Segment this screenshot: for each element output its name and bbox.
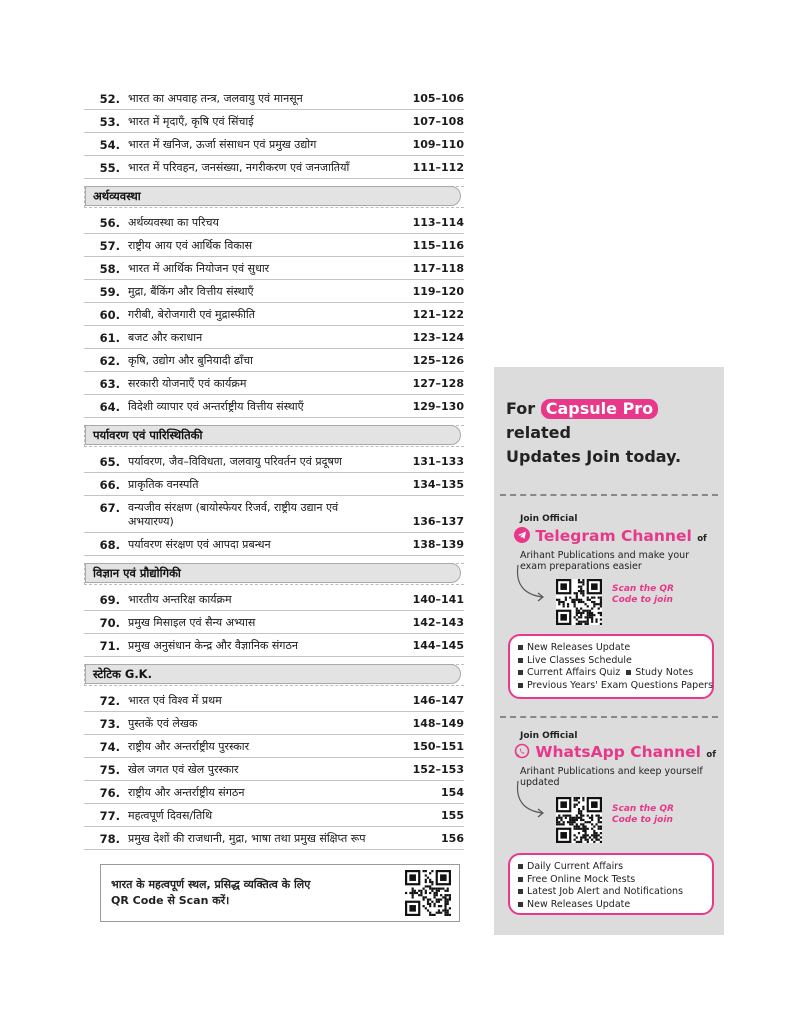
table-of-contents (84, 92, 464, 855)
toc-num: 60. (99, 308, 120, 322)
toc-title: प्रमुख मिसाइल एवं सैन्य अभ्यास (128, 616, 256, 629)
section-header (84, 563, 464, 585)
toc-title: महत्वपूर्ण दिवस/तिथि (128, 809, 213, 822)
telegram-subtext: Arihant Publications and make your exam preparations easier (520, 550, 690, 572)
toc-pages: 123–124 (412, 331, 464, 344)
toc-row (84, 216, 464, 234)
toc-pages: 121–122 (412, 308, 464, 321)
toc-num: 61. (99, 331, 120, 345)
toc-title: प्राकृतिक वनस्पति (128, 478, 199, 491)
toc-num: 53. (99, 115, 120, 129)
divider (500, 716, 718, 718)
telegram-scan-text: Scan the QR Code to join (612, 584, 674, 605)
toc-num: 72. (99, 694, 120, 708)
toc-row (84, 616, 464, 634)
toc-pages: 129–130 (412, 400, 464, 413)
toc-pages: 148–149 (412, 717, 464, 730)
toc-title: कृषि, उद्योग और बुनियादी ढाँचा (128, 354, 253, 367)
whatsapp-subtext: Arihant Publications and keep yourself updated (520, 766, 703, 788)
toc-pages: 134–135 (412, 478, 464, 491)
toc-num: 67. (99, 501, 120, 515)
qr-info-line2: QR Code से Scan करें। (111, 894, 230, 907)
toc-title: पर्यावरण संरक्षण एवं आपदा प्रबन्धन (128, 538, 271, 551)
toc-row (84, 538, 464, 556)
toc-num: 71. (99, 639, 120, 653)
whatsapp-scan-text: Scan the QR Code to join (612, 804, 674, 825)
whatsapp-channel-title[interactable] (514, 743, 716, 761)
toc-num: 68. (99, 538, 120, 552)
section-header (84, 664, 464, 686)
list-item: Current Affairs Quiz Study Notes (518, 667, 704, 680)
toc-num: 54. (99, 138, 120, 152)
toc-num: 74. (99, 740, 120, 754)
curved-arrow-icon (512, 779, 556, 823)
toc-row (84, 138, 464, 156)
qr-info-line1: भारत के महत्वपूर्ण स्थल, प्रसिद्ध व्यक्तित्व के लिए (111, 878, 311, 891)
promo-heading-line2: Updates Join today. (506, 447, 682, 466)
whatsapp-features-list (508, 853, 714, 915)
section-pill (85, 186, 461, 206)
qr-info-box (100, 864, 460, 922)
capsule-pro-badge: Capsule Pro (541, 399, 658, 419)
section-label: पर्यावरण एवं पारिस्थितिकी (93, 428, 203, 442)
toc-pages: 136–137 (412, 515, 464, 528)
toc-title: भारतीय अन्तरिक्ष कार्यक्रम (128, 593, 232, 606)
whatsapp-channel-label: WhatsApp Channel (535, 743, 701, 761)
toc-title: भारत में आर्थिक नियोजन एवं सुधार (128, 262, 270, 275)
toc-title: विदेशी व्यापार एवं अन्तर्राष्ट्रीय वित्तीय संस्थाएँ (128, 400, 304, 413)
toc-num: 69. (99, 593, 120, 607)
toc-num: 55. (99, 161, 120, 175)
toc-pages: 138–139 (412, 538, 464, 551)
toc-pages: 117–118 (412, 262, 464, 275)
toc-title: सरकारी योजनाएँ एवं कार्यक्रम (128, 377, 247, 390)
toc-row (84, 455, 464, 473)
toc-row (84, 377, 464, 395)
toc-pages: 144–145 (412, 639, 464, 652)
toc-num: 59. (99, 285, 120, 299)
telegram-of: of (697, 534, 707, 544)
qr-info-text (111, 877, 391, 909)
toc-num: 57. (99, 239, 120, 253)
list-item: Daily Current Affairs (518, 861, 704, 874)
toc-row (84, 262, 464, 280)
list-item: New Releases Update (518, 642, 704, 655)
toc-row (84, 694, 464, 712)
whatsapp-join-label: Join Official (520, 731, 578, 741)
telegram-qr-icon[interactable] (556, 579, 602, 625)
promo-heading-pre: For (506, 399, 536, 418)
promo-heading (506, 397, 721, 469)
list-item: New Releases Update (518, 899, 704, 912)
qr-code-icon[interactable] (405, 870, 451, 916)
telegram-features-list (508, 634, 714, 699)
toc-title: अर्थव्यवस्था का परिचय (128, 216, 219, 229)
toc-title: गरीबी, बेरोजगारी एवं मुद्रास्फीति (128, 308, 256, 321)
toc-pages: 146–147 (412, 694, 464, 707)
section-label: विज्ञान एवं प्रौद्योगिकी (93, 566, 181, 580)
toc-row (84, 478, 464, 496)
toc-title: भारत का अपवाह तन्त्र, जलवायु एवं मानसून (128, 92, 303, 105)
toc-num: 62. (99, 354, 120, 368)
toc-row (84, 501, 464, 533)
toc-title: पर्यावरण, जैव–विविधता, जलवायु परिवर्तन एवं प्रदूषण (128, 455, 342, 468)
toc-pages: 142–143 (412, 616, 464, 629)
whatsapp-of: of (706, 750, 716, 760)
toc-num: 66. (99, 478, 120, 492)
toc-pages: 127–128 (412, 377, 464, 390)
toc-row (84, 740, 464, 758)
toc-num: 65. (99, 455, 120, 469)
toc-num: 77. (99, 809, 120, 823)
toc-pages: 155 (441, 809, 464, 822)
divider (500, 494, 718, 496)
toc-row (84, 400, 464, 418)
toc-num: 78. (99, 832, 120, 846)
toc-row (84, 161, 464, 179)
section-label: अर्थव्यवस्था (93, 189, 141, 203)
toc-row (84, 354, 464, 372)
toc-num: 58. (99, 262, 120, 276)
telegram-icon (514, 527, 530, 543)
telegram-channel-title[interactable] (514, 527, 707, 545)
list-item: Latest Job Alert and Notifications (518, 886, 704, 899)
toc-pages: 152–153 (412, 763, 464, 776)
toc-pages: 115–116 (412, 239, 464, 252)
toc-num: 64. (99, 400, 120, 414)
toc-row (84, 717, 464, 735)
toc-title: राष्ट्रीय और अन्तर्राष्ट्रीय संगठन (128, 786, 245, 799)
toc-num: 76. (99, 786, 120, 800)
toc-row (84, 92, 464, 110)
list-item: Previous Years' Exam Questions Papers (518, 680, 704, 693)
toc-pages: 111–112 (412, 161, 464, 174)
toc-pages: 109–110 (412, 138, 464, 151)
toc-num: 70. (99, 616, 120, 630)
toc-title: प्रमुख देशों की राजधानी, मुद्रा, भाषा तथा प्रमुख संक्षिप्त रूप (128, 832, 366, 845)
toc-num: 52. (99, 92, 120, 106)
toc-title: भारत में मृदाएँ, कृषि एवं सिंचाई (128, 115, 254, 128)
toc-pages: 125–126 (412, 354, 464, 367)
list-item: Free Online Mock Tests (518, 874, 704, 887)
toc-pages: 156 (441, 832, 464, 845)
toc-pages: 150–151 (412, 740, 464, 753)
toc-num: 75. (99, 763, 120, 777)
toc-row (84, 285, 464, 303)
toc-pages: 154 (441, 786, 464, 799)
toc-title: बजट और कराधान (128, 331, 203, 344)
promo-panel (494, 367, 724, 935)
toc-title: भारत एवं विश्व में प्रथम (128, 694, 222, 707)
toc-title: वन्यजीव संरक्षण (बायोस्फेयर रिजर्व, राष्ट्रीय उद्यान एवं अभयारण्य) (128, 501, 339, 528)
toc-title: राष्ट्रीय और अन्तर्राष्ट्रीय पुरस्कार (128, 740, 250, 753)
toc-row (84, 115, 464, 133)
toc-row (84, 786, 464, 804)
whatsapp-qr-icon[interactable] (556, 797, 602, 843)
toc-title: खेल जगत एवं खेल पुरस्कार (128, 763, 239, 776)
toc-row (84, 239, 464, 257)
toc-pages: 131–133 (412, 455, 464, 468)
toc-row (84, 763, 464, 781)
section-label: स्टेटिक G.K. (93, 667, 152, 681)
section-header (84, 186, 464, 208)
toc-row (84, 331, 464, 349)
toc-title: भारत में खनिज, ऊर्जा संसाधन एवं प्रमुख उद्योग (128, 138, 317, 151)
section-header (84, 425, 464, 447)
telegram-join-label: Join Official (520, 514, 578, 524)
toc-title: राष्ट्रीय आय एवं आर्थिक विकास (128, 239, 253, 252)
toc-pages: 113–114 (412, 216, 464, 229)
toc-row (84, 639, 464, 657)
toc-title: पुस्तकें एवं लेखक (128, 717, 198, 730)
toc-title: प्रमुख अनुसंधान केन्द्र और वैज्ञानिक संगठन (128, 639, 298, 652)
promo-heading-post: related (506, 423, 571, 442)
toc-num: 63. (99, 377, 120, 391)
toc-row (84, 308, 464, 326)
toc-row (84, 593, 464, 611)
toc-row (84, 832, 464, 850)
toc-pages: 107–108 (412, 115, 464, 128)
toc-pages: 105–106 (412, 92, 464, 105)
whatsapp-icon (514, 743, 530, 759)
toc-title: मुद्रा, बैंकिंग और वित्तीय संस्थाएँ (128, 285, 254, 298)
toc-num: 73. (99, 717, 120, 731)
list-item: Live Classes Schedule (518, 655, 704, 668)
toc-row (84, 809, 464, 827)
telegram-channel-label: Telegram Channel (535, 527, 692, 545)
curved-arrow-icon (512, 563, 556, 607)
toc-pages: 140–141 (412, 593, 464, 606)
toc-title: भारत में परिवहन, जनसंख्या, नगरीकरण एवं जनजातियाँ (128, 161, 350, 174)
toc-pages: 119–120 (412, 285, 464, 298)
toc-num: 56. (99, 216, 120, 230)
